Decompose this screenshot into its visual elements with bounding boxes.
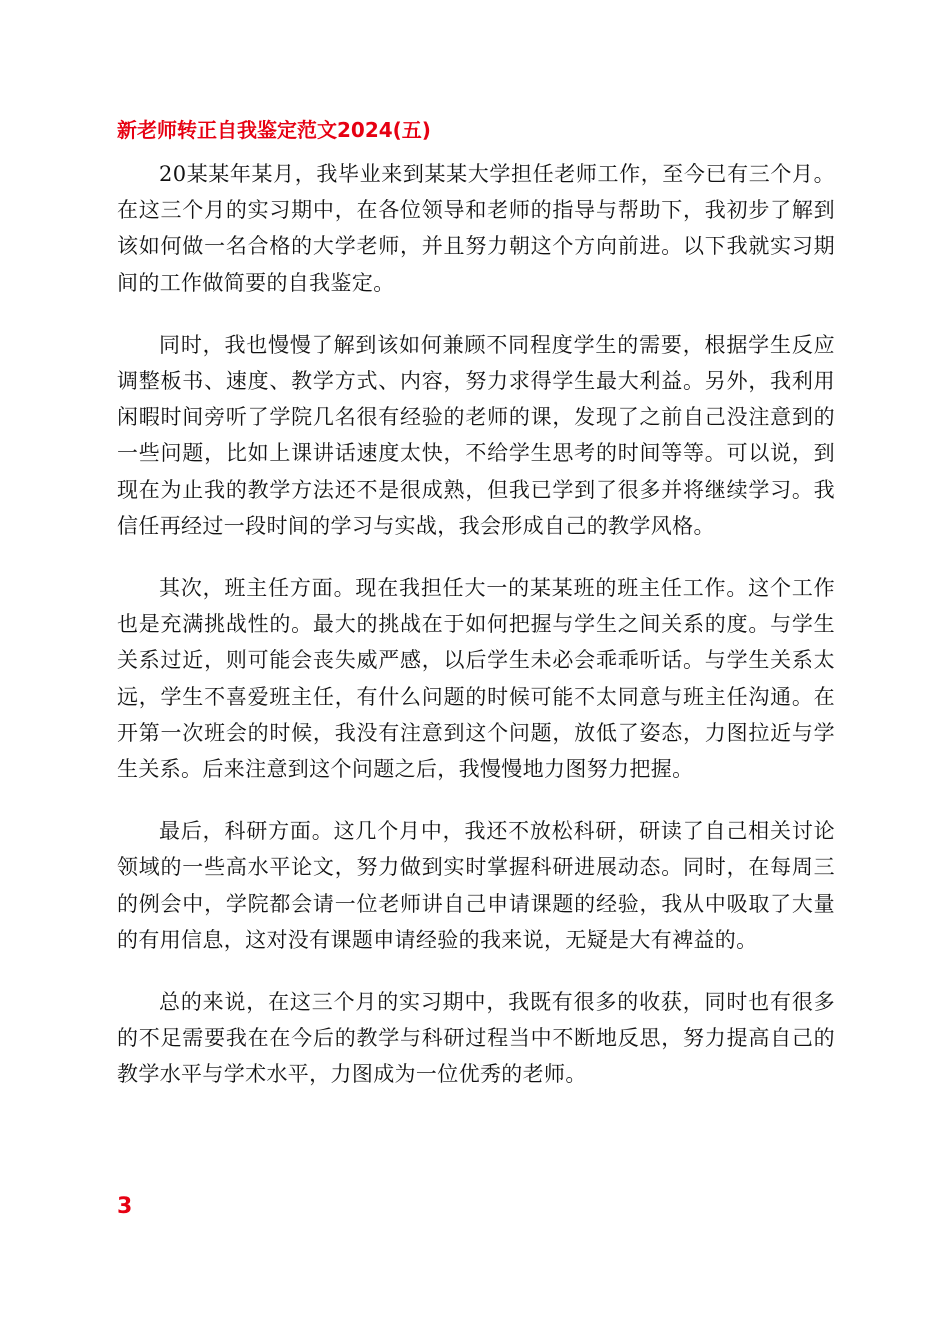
paragraph-class-advisor: 其次，班主任方面。现在我担任大一的某某班的班主任工作。这个工作也是充满挑战性的。最大的挑战在于如何把握与学生之间关系的度。与学生关系过近，则可能会丧失威严感，以后学生未必会乖乖听话。与学生关系太远，学生不喜爱班主任，有什么问题的时候可能不太同意与班主任沟通。在开第一次班会的时候，我没有注意到这个问题，放低了姿态，力图拉近与学生关系。后来注意到这个问题之后，我慢慢地力图努力把握。 — [117, 576, 835, 782]
document-title: 新老师转正自我鉴定范文2024(五) — [117, 118, 431, 142]
page-number: 3 — [117, 1194, 133, 1219]
paragraph-intro: 20某某年某月，我毕业来到某某大学担任老师工作，至今已有三个月。在这三个月的实习期中，在各位领导和老师的指导与帮助下，我初步了解到该如何做一名合格的大学老师，并且努力朝这个方向前进。以下我就实习期间的工作做简要的自我鉴定。 — [117, 162, 835, 295]
paragraph-research: 最后，科研方面。这几个月中，我还不放松科研，研读了自己相关讨论领域的一些高水平论文，努力做到实时掌握科研进展动态。同时，在每周三的例会中，学院都会请一位老师讲自己申请课题的经验，我从中吸取了大量的有用信息，这对没有课题申请经验的我来说，无疑是大有裨益的。 — [117, 819, 835, 952]
paragraph-summary: 总的来说，在这三个月的实习期中，我既有很多的收获，同时也有很多的不足需要我在在今后的教学与科研过程当中不断地反思，努力提高自己的教学水平与学术水平，力图成为一位优秀的老师。 — [117, 990, 835, 1087]
document-body — [117, 156, 835, 1093]
paragraph-teaching: 同时，我也慢慢了解到该如何兼顾不同程度学生的需要，根据学生反应调整板书、速度、教学方式、内容，努力求得学生最大利益。另外，我利用闲暇时间旁听了学院几名很有经验的老师的课，发现了之前自己没注意到的一些问题，比如上课讲话速度太快，不给学生思考的时间等等。可以说，到现在为止我的教学方法还不是很成熟，但我已学到了很多并将继续学习。我信任再经过一段时间的学习与实战，我会形成自己的教学风格。 — [117, 332, 835, 538]
